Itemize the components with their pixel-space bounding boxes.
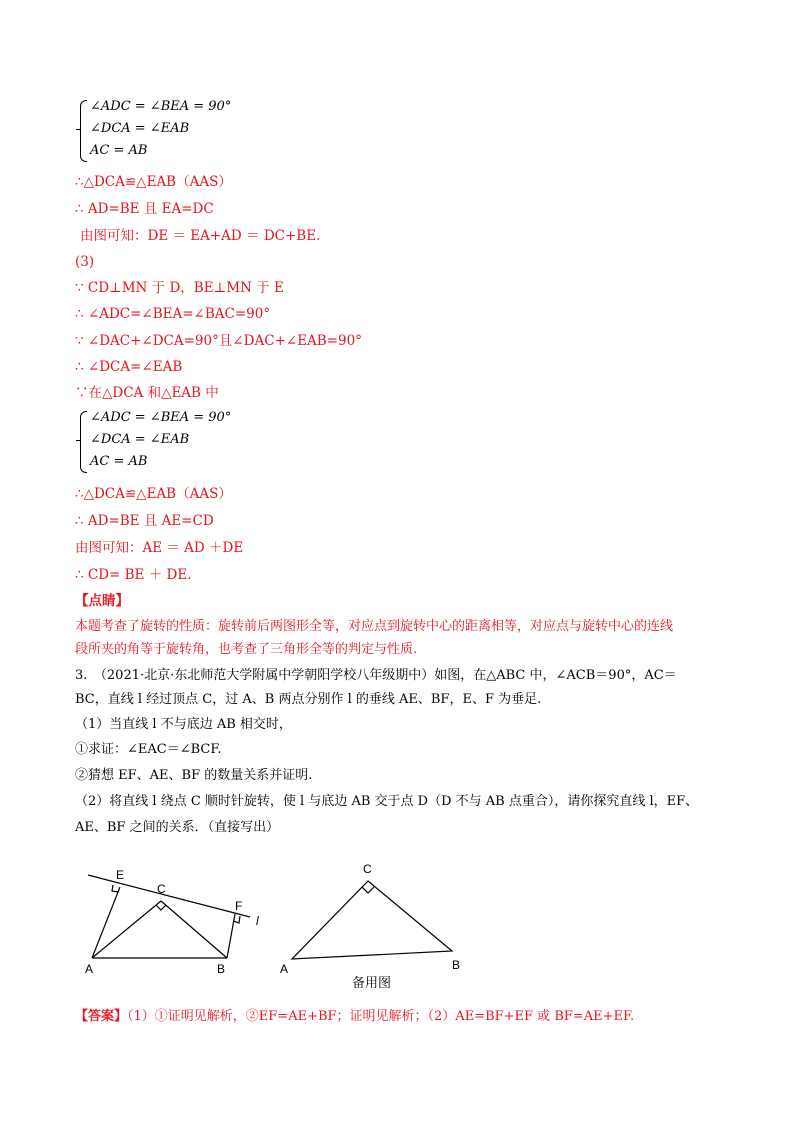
system1-eq1: ∠ADC = ∠BEA = 90° xyxy=(90,99,232,114)
problem-line: 3. （2021·北京·东北师范大学附属中学朝阳学校八年级期中）如图，在△ABC 中，∠ACB＝90°，AC＝ xyxy=(75,668,677,683)
problem-line: （1）当直线 l 不与底边 AB 相交时， xyxy=(75,717,292,732)
equation-brace xyxy=(80,411,87,473)
proof-line: 由图可知：AE ＝ AD ＋DE xyxy=(75,540,244,556)
line-l xyxy=(88,875,250,917)
answer-label: 【答案】 xyxy=(75,1009,128,1024)
proof-line: ∴△DCA≌△EAB（AAS） xyxy=(75,486,232,502)
problem-line: BC，直线 l 经过顶点 C，过 A、B 两点分别作 l 的垂线 AE、BF，E、F 为垂足. xyxy=(75,692,542,707)
proof-line: ∴△DCA≌△EAB（AAS） xyxy=(75,174,232,190)
comment-text: 本题考查了旋转的性质：旋转前后两图形全等，对应点到旋转中心的距离相等，对应点与旋转中心的连线 xyxy=(75,619,674,634)
proof-line: ∴ ∠DCA=∠EAB xyxy=(75,359,183,375)
proof-line: ∵ CD⊥MN 于 D，BE⊥MN 于 E xyxy=(75,280,284,296)
label-E: E xyxy=(116,868,125,882)
part-label: (3) xyxy=(75,254,95,270)
proof-line: ∴ AD=BE 且 EA=DC xyxy=(75,201,214,217)
triangle-ABC xyxy=(292,881,452,959)
label-C: C xyxy=(157,882,166,896)
figure-caption: 备用图 xyxy=(352,975,392,990)
proof-line: 由图可知：DE ＝ EA+AD ＝ DC+BE. xyxy=(80,228,321,244)
comment-label: 【点睛】 xyxy=(75,593,129,609)
problem-line: ①求证：∠EAC＝∠BCF. xyxy=(75,742,222,757)
label-F: F xyxy=(235,899,243,913)
label-B: B xyxy=(217,962,226,976)
right-angle-C xyxy=(362,887,374,893)
system1-eq2: ∠DCA = ∠EAB xyxy=(90,121,190,136)
answer-line xyxy=(75,1007,634,1027)
proof-line: ∴ AD=BE 且 AE=CD xyxy=(75,513,214,529)
answer-text: （1）①证明见解析，②EF=AE+BF；证明见解析；（2）AE=BF+EF 或 BF=AE+EF. xyxy=(127,1009,635,1024)
segment-CB xyxy=(161,901,227,958)
label-l: l xyxy=(256,914,259,928)
comment-text: 段所夹的角等于旋转角，也考查了三角形全等的判定与性质. xyxy=(75,642,418,657)
label-C: C xyxy=(363,862,372,876)
segment-BF xyxy=(227,914,235,958)
proof-line: ∵在△DCA 和△EAB 中 xyxy=(75,385,219,401)
label-A: A xyxy=(280,962,289,976)
equation-brace xyxy=(80,100,87,162)
segment-AE xyxy=(92,887,120,958)
system2-eq2: ∠DCA = ∠EAB xyxy=(90,432,190,447)
system1-eq3: AC = AB xyxy=(90,143,148,158)
proof-line: ∵ ∠DAC+∠DCA=90°且∠DAC+∠EAB=90° xyxy=(75,333,362,349)
label-A: A xyxy=(85,962,94,976)
right-angle-E xyxy=(112,885,118,892)
problem-line: AE、BF 之间的关系．（直接写出） xyxy=(75,820,280,835)
segment-AC xyxy=(92,901,161,958)
system2-eq3: AC = AB xyxy=(90,454,148,469)
proof-line: ∴ CD= BE ＋ DE. xyxy=(75,567,192,583)
proof-line: ∴ ∠ADC=∠BEA=∠BAC=90° xyxy=(75,306,271,322)
label-B: B xyxy=(452,958,461,972)
figure-main xyxy=(80,855,280,985)
problem-line: （2）将直线 l 绕点 C 顺时针旋转，使 l 与底边 AB 交于点 D（D 不与 AB 点重合），请你探究直线 l，EF、 xyxy=(75,794,699,809)
right-angle-C xyxy=(156,905,166,910)
problem-line: ②猜想 EF、AE、BF 的数量关系并证明. xyxy=(75,768,313,783)
figure-backup xyxy=(280,855,470,995)
system2-eq1: ∠ADC = ∠BEA = 90° xyxy=(90,410,232,425)
